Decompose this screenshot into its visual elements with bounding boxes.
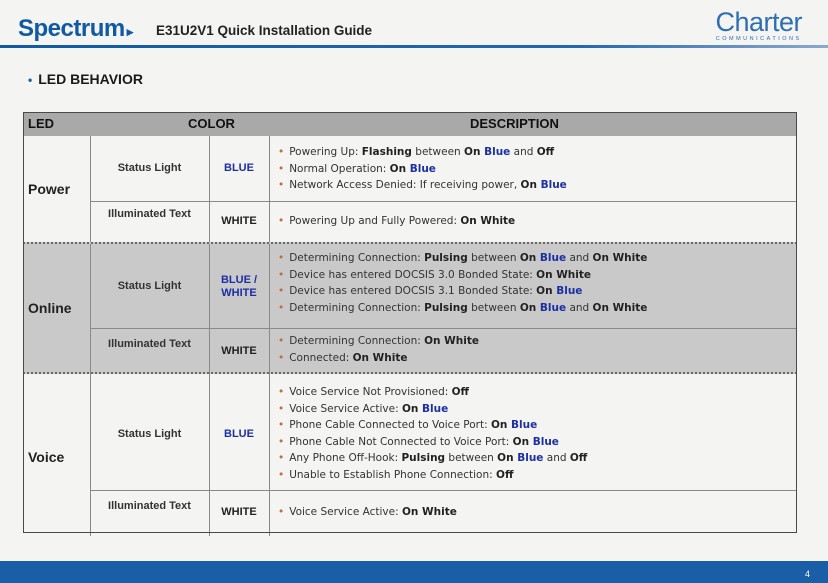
section-title — [28, 71, 143, 87]
description-text: On White — [592, 301, 648, 314]
row-description — [278, 384, 793, 483]
description-text: On — [401, 402, 423, 415]
description-text: On — [464, 146, 485, 158]
row-color: BLUE / WHITE — [220, 274, 258, 299]
row-color: BLUE — [224, 162, 254, 174]
description-text: Voice Service Active: — [289, 506, 402, 518]
bullet-icon: • — [278, 452, 285, 464]
bullet-icon: • — [278, 162, 285, 175]
row-description — [278, 213, 793, 230]
description-text: and — [566, 301, 593, 314]
led-group-online — [23, 242, 797, 374]
description-text: On White — [352, 351, 408, 364]
table-row — [90, 201, 797, 243]
bullet-icon: • — [278, 402, 285, 415]
spectrum-logo — [18, 15, 133, 43]
description-text: Off — [569, 452, 588, 464]
led-behavior-table — [23, 112, 797, 533]
description-text: Blue — [539, 252, 567, 264]
description-text: Off — [451, 386, 470, 398]
led-name-online: Online — [28, 300, 72, 316]
description-text: Determining Connection: — [289, 252, 425, 264]
description-text: Powering Up and Fully Powered: — [289, 215, 461, 227]
page-number: 4 — [804, 569, 810, 579]
description-text: On — [520, 179, 541, 191]
header-color: COLOR — [188, 116, 235, 131]
description-line — [278, 213, 793, 230]
description-text: Blue — [540, 179, 567, 191]
bullet-icon: • — [278, 419, 285, 431]
spectrum-logo-text: Spectrum — [18, 15, 125, 42]
row-label: Illuminated Text — [108, 500, 191, 512]
description-text: and — [543, 452, 570, 464]
description-line — [278, 350, 793, 367]
description-text: and — [510, 146, 537, 158]
charter-logo-subtext: COMMUNICATIONS — [715, 36, 802, 42]
bullet-icon: • — [278, 252, 285, 264]
description-text: On White — [536, 268, 592, 281]
row-label: Status Light — [117, 428, 182, 440]
bullet-icon: • — [278, 285, 285, 297]
description-text: Pulsing — [424, 252, 468, 264]
description-text: Pulsing — [401, 452, 446, 464]
description-text: between — [445, 452, 498, 464]
led-name-power: Power — [28, 181, 71, 197]
header-led: LED — [28, 116, 54, 131]
row-label: Illuminated Text — [108, 338, 191, 350]
description-line — [278, 434, 793, 451]
description-text: On White — [592, 252, 648, 264]
description-line — [278, 177, 793, 194]
bullet-icon: • — [278, 386, 285, 398]
footer-bar — [0, 561, 828, 583]
description-text: On — [497, 452, 518, 464]
description-text: On — [519, 252, 540, 264]
table-row — [90, 328, 797, 375]
description-text: On — [536, 285, 557, 297]
row-label: Illuminated Text — [108, 208, 191, 220]
description-text: Phone Cable Not Connected to Voice Port: — [289, 435, 513, 448]
row-description — [278, 250, 793, 316]
description-text: between — [467, 301, 520, 314]
bullet-icon: • — [278, 351, 285, 364]
description-text: Device has entered DOCSIS 3.0 Bonded State: — [289, 268, 537, 281]
page-header — [0, 0, 828, 48]
description-text: Blue — [517, 452, 544, 464]
row-color: WHITE — [221, 506, 257, 518]
description-text: between — [411, 146, 465, 158]
row-color: WHITE — [221, 215, 257, 227]
description-text: Powering Up: — [289, 146, 362, 158]
description-text: Blue — [409, 162, 436, 175]
bullet-icon: • — [278, 506, 285, 518]
description-text: Network Access Denied: If receiving power, — [289, 179, 521, 191]
row-label: Status Light — [117, 162, 182, 174]
row-color: BLUE — [224, 428, 254, 440]
description-text: Unable to Establish Phone Connection: — [289, 468, 497, 481]
led-name-voice: Voice — [28, 449, 65, 465]
description-text: Phone Cable Connected to Voice Port: — [289, 419, 491, 431]
description-text: Connected: — [289, 351, 353, 364]
bullet-icon: • — [278, 268, 285, 281]
description-text: Blue — [532, 435, 559, 448]
table-row — [90, 244, 797, 328]
led-group-power — [23, 136, 797, 242]
description-text: On — [512, 435, 533, 448]
row-description — [278, 504, 793, 521]
charter-logo-text: Charter — [715, 7, 802, 37]
bullet-icon: • — [278, 215, 285, 227]
description-line — [278, 467, 793, 484]
description-line — [278, 504, 793, 521]
row-label: Status Light — [117, 280, 182, 292]
table-row — [90, 374, 797, 490]
bullet-icon: • — [278, 146, 285, 158]
header-rule — [0, 45, 828, 48]
description-text: On — [389, 162, 410, 175]
row-color: WHITE — [221, 345, 257, 357]
led-group-voice — [23, 372, 797, 535]
bullet-icon: • — [278, 179, 285, 191]
table-header — [23, 112, 797, 136]
description-line — [278, 300, 793, 317]
description-line — [278, 144, 793, 161]
bullet-icon: • — [278, 301, 285, 314]
description-text: Blue — [511, 419, 538, 431]
description-text: On White — [424, 335, 479, 347]
bullet-icon: • — [278, 468, 285, 481]
description-line — [278, 333, 793, 350]
description-text: between — [467, 252, 520, 264]
description-line — [278, 250, 793, 267]
bullet-icon: • — [278, 335, 285, 347]
charter-logo — [715, 8, 802, 43]
description-text: On — [490, 419, 512, 431]
description-text: Any Phone Off-Hook: — [289, 452, 402, 464]
document-title: E31U2V1 Quick Installation Guide — [156, 23, 373, 38]
description-text: Determining Connection: — [289, 335, 425, 347]
description-line — [278, 401, 793, 418]
description-text: Flashing — [361, 146, 412, 158]
description-text: Voice Service Not Provisioned: — [289, 386, 452, 398]
description-text: Off — [536, 146, 555, 158]
section-title-text: LED BEHAVIOR — [38, 71, 143, 87]
description-text: Off — [496, 468, 514, 481]
description-line — [278, 283, 793, 300]
description-text: Normal Operation: — [289, 162, 390, 175]
spectrum-arrow-icon: ▸ — [126, 24, 133, 39]
description-text: Device has entered DOCSIS 3.1 Bonded State: — [289, 285, 537, 297]
description-line — [278, 417, 793, 434]
description-line — [278, 267, 793, 284]
description-text: Blue — [539, 301, 567, 314]
table-row — [90, 490, 797, 536]
table-row — [90, 136, 797, 201]
description-text: Determining Connection: — [289, 301, 425, 314]
row-description — [278, 333, 793, 366]
description-text: On White — [401, 506, 457, 518]
description-text: On White — [460, 215, 516, 227]
description-text: On — [519, 301, 540, 314]
description-line — [278, 384, 793, 401]
section-bullet-icon: • — [28, 73, 33, 87]
description-line — [278, 450, 793, 467]
description-line — [278, 161, 793, 178]
description-text: Blue — [484, 146, 511, 158]
description-text: Voice Service Active: — [289, 402, 402, 415]
description-text: and — [566, 252, 593, 264]
description-text: Blue — [556, 285, 583, 297]
description-text: Blue — [422, 402, 449, 415]
description-text: Pulsing — [424, 301, 468, 314]
header-description: DESCRIPTION — [470, 116, 559, 131]
bullet-icon: • — [278, 435, 285, 448]
row-description — [278, 144, 793, 194]
